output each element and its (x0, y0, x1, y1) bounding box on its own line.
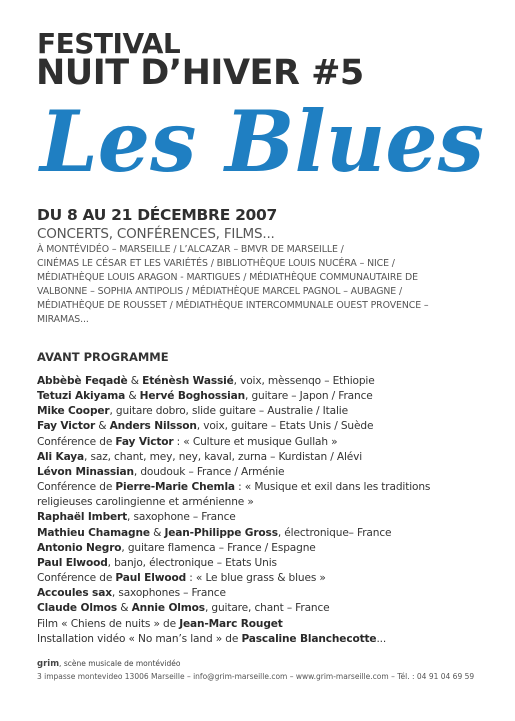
programme-item (37, 510, 487, 525)
programme-text: religieuses carolingienne et arménienne » (37, 496, 254, 509)
festival-title: NUIT D’HIVER #5 (36, 53, 364, 93)
programme-item (37, 450, 487, 465)
programme-text: Conférence de (37, 481, 116, 494)
programme-item (37, 632, 487, 647)
venue-line: MÉDIATHÈQUE DE ROUSSET / MÉDIATHÈQUE INTERCOMMUNALE OUEST PROVENCE – (37, 300, 429, 311)
programme-item (37, 556, 487, 571)
programme-item (37, 586, 487, 601)
programme-item (37, 541, 487, 556)
programme-item (37, 601, 487, 616)
programme-item (37, 495, 487, 510)
event-types: CONCERTS, CONFÉRENCES, FILMS... (37, 226, 275, 242)
programme-text: , saxophones – France (111, 587, 226, 600)
artist-name: Anders Nilsson (109, 420, 197, 433)
programme-text: : « Le blue grass & blues » (186, 572, 326, 585)
artist-name: Fay Victor (115, 435, 174, 448)
venue-line: CINÉMAS LE CÉSAR ET LES VARIÉTÉS / BIBLIOTHÈQUE LOUIS NUCÉRA – NICE / (37, 258, 395, 269)
programme-text: , saxophone – France (127, 511, 236, 524)
programme-text: & (127, 375, 143, 387)
programme-item (37, 617, 487, 632)
programme-text: , électronique– France (277, 526, 392, 539)
programme-item (37, 526, 487, 541)
organizer-description: , scène musicale de montévidéo (59, 659, 181, 668)
programme-text: , guitare – Japon / France (245, 390, 373, 403)
programme-item (37, 465, 487, 480)
programme-text: Conférence de (37, 572, 116, 585)
festival-dates: DU 8 AU 21 DÉCEMBRE 2007 (37, 206, 278, 224)
artist-name: Annie Olmos (131, 602, 205, 615)
artist-name: Abbèbè Feqadè (37, 375, 128, 387)
programme-text: , guitare, chant – France (204, 602, 330, 615)
artist-name: Antonio Negro (37, 541, 122, 554)
venue-line: MIRAMAS... (37, 314, 89, 325)
programme-item (37, 419, 487, 434)
programme-list (37, 374, 487, 647)
programme-text: & (125, 390, 140, 403)
les-blues-logo-text: Les Blues (38, 95, 485, 191)
organizer-line (37, 659, 181, 669)
festival-label: FESTIVAL (37, 27, 181, 60)
les-blues-logo (38, 95, 488, 191)
venue-line: VALBONNE – SOPHIA ANTIPOLIS / MÉDIATHÈQUE MARCEL PAGNOL – AUBAGNE / (37, 286, 403, 297)
artist-name: Jean-Marc Rouget (179, 617, 283, 630)
artist-name: Fay Victor (37, 420, 96, 433)
artist-name: Tetuzi Akiyama (37, 390, 126, 403)
artist-name: Jean-Philippe Gross (164, 526, 278, 539)
programme-heading: AVANT PROGRAMME (37, 350, 169, 364)
venue-line: À MONTÉVIDÉO – MARSEILLE / L’ALCAZAR – BMVR DE MARSEILLE / (37, 244, 344, 255)
programme-text: : « Musique et exil dans les traditions (234, 481, 431, 494)
artist-name: Raphaël Imbert (37, 511, 128, 524)
programme-text: , banjo, électronique – Etats Unis (107, 556, 277, 569)
programme-text: , doudouk – France / Arménie (133, 465, 285, 478)
programme-text: , guitare flamenca – France / Espagne (121, 541, 316, 554)
programme-item (37, 389, 487, 404)
artist-name: Mathieu Chamagne (37, 526, 150, 539)
artist-name: Accoules sax (37, 587, 112, 600)
programme-text: Film « Chiens de nuits » de (37, 617, 180, 630)
artist-name: Hervé Boghossian (139, 390, 246, 403)
programme-text: & (149, 526, 165, 539)
venue-list (37, 243, 487, 327)
programme-text: , voix, guitare – Etats Unis / Suède (196, 420, 374, 433)
artist-name: Lévon Minassian (37, 465, 134, 478)
programme-text: Installation vidéo « No man’s land » de (37, 632, 242, 645)
artist-name: Ali Kaya (37, 450, 85, 463)
programme-item (37, 374, 487, 389)
programme-item (37, 404, 487, 419)
artist-name: Eténèsh Wassié (142, 375, 234, 387)
artist-name: Claude Olmos (37, 602, 118, 615)
artist-name: Pierre-Marie Chemla (115, 481, 235, 494)
programme-item (37, 571, 487, 586)
programme-text: , guitare dobro, slide guitare – Australie / Italie (109, 405, 348, 418)
programme-text: : « Culture et musique Gullah » (173, 435, 338, 448)
artist-name: Pascaline Blanchecotte (241, 632, 377, 645)
artist-name: Paul Elwood (115, 572, 187, 585)
programme-text: & (117, 602, 132, 615)
programme-text: , voix, mèssenqo – Ethiopie (233, 375, 375, 387)
organizer-name: grim (37, 659, 60, 669)
programme-text: Conférence de (37, 435, 116, 448)
programme-text: ... (376, 632, 387, 645)
programme-text: , saz, chant, mey, ney, kaval, zurna – Kurdistan / Alévi (84, 450, 363, 463)
contact-line: 3 impasse montevideo 13006 Marseille – info@grim-marseille.com – www.grim-marseille.com – Tél. : 04 91 04 69 59 (37, 672, 475, 681)
artist-name: Mike Cooper (37, 405, 110, 418)
artist-name: Paul Elwood (37, 556, 108, 569)
programme-item (37, 435, 487, 450)
programme-item (37, 480, 487, 495)
programme-text: & (95, 420, 110, 433)
venue-line: MÉDIATHÈQUE LOUIS ARAGON - MARTIGUES / MÉDIATHÈQUE COMMUNAUTAIRE DE (37, 272, 418, 283)
